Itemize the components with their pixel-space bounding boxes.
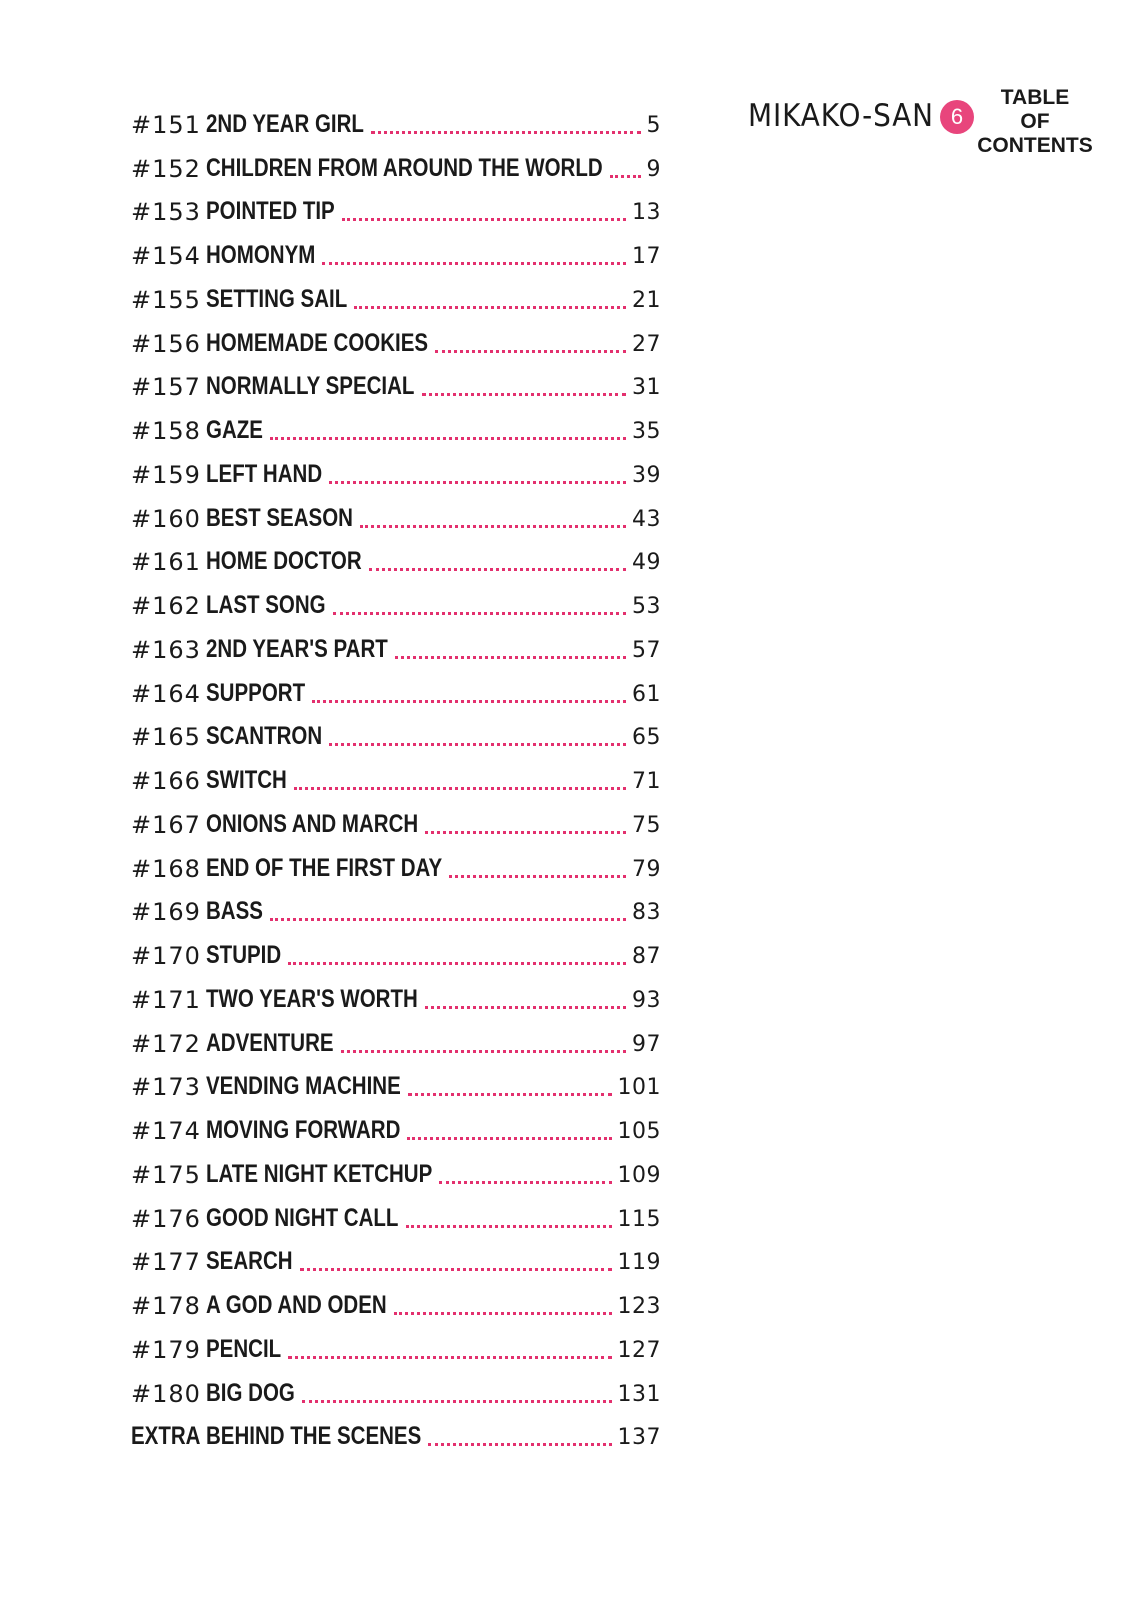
dot-leader [425, 831, 626, 834]
chapter-title: ONIONS AND MARCH [206, 809, 419, 838]
chapter-number: #162 [131, 592, 201, 620]
chapter-number: #173 [131, 1073, 201, 1102]
toc-entry [131, 533, 661, 577]
chapter-title-wrap [206, 418, 270, 445]
toc-heading [975, 86, 1095, 158]
chapter-number: #170 [131, 942, 201, 970]
toc-heading-line: OF [1020, 110, 1050, 133]
toc-entry [131, 489, 661, 533]
page-number: 17 [632, 244, 661, 269]
toc-entry [131, 1320, 661, 1364]
dot-leader [407, 1137, 612, 1140]
dot-leader [341, 1050, 626, 1053]
chapter-title-wrap [206, 549, 369, 576]
chapter-title-wrap [206, 1378, 302, 1408]
chapter-title-wrap [206, 768, 294, 795]
chapter-title: 2ND YEAR GIRL [206, 109, 364, 138]
chapter-number: #176 [131, 1204, 201, 1233]
chapter-title-wrap [206, 1159, 439, 1189]
chapter-number: #168 [131, 854, 201, 883]
chapter-title: SCANTRON [206, 722, 323, 751]
chapter-number: #178 [131, 1292, 201, 1320]
page-number: 109 [617, 1162, 661, 1188]
chapter-title: VENDING MACHINE [206, 1072, 401, 1101]
chapter-number: #174 [131, 1117, 201, 1145]
page-number: 21 [632, 287, 661, 313]
page-number: 101 [617, 1075, 661, 1101]
chapter-title-wrap [206, 1424, 428, 1451]
chapter-title: A GOD AND ODEN [206, 1291, 387, 1319]
dot-leader [360, 525, 626, 528]
chapter-title: PENCIL [206, 1334, 282, 1363]
toc-entry [131, 358, 661, 402]
page-number: 127 [617, 1337, 661, 1363]
chapter-number: #155 [131, 285, 201, 314]
page-number: 35 [632, 419, 661, 444]
page-number: 39 [632, 462, 661, 488]
chapter-title-wrap [206, 853, 449, 883]
series-title: MIKAKO-SAN [748, 98, 934, 134]
page-number: 5 [646, 112, 661, 138]
toc-heading-line: CONTENTS [977, 134, 1093, 157]
toc-entry [131, 751, 661, 795]
chapter-number: #157 [131, 373, 201, 402]
toc-entry [131, 1364, 661, 1408]
volume-badge: 6 [940, 100, 974, 134]
chapter-title: POINTED TIP [206, 197, 335, 226]
chapter-number: #159 [131, 460, 201, 489]
chapter-title-wrap [206, 328, 435, 358]
toc-entry [131, 183, 661, 227]
toc-entry [131, 1189, 661, 1233]
toc-entry [131, 139, 661, 183]
toc-entry [131, 270, 661, 314]
table-of-contents-list [131, 95, 661, 1451]
chapter-title: LATE NIGHT KETCHUP [206, 1159, 433, 1188]
chapter-title-wrap [206, 243, 322, 270]
chapter-title-wrap [206, 153, 610, 183]
dot-leader [300, 1268, 612, 1271]
dot-leader [329, 743, 626, 746]
chapter-title: LAST SONG [206, 591, 326, 619]
chapter-title-wrap [206, 724, 329, 751]
chapter-title: BASS [206, 897, 263, 926]
page-number: 9 [646, 156, 661, 182]
chapter-title-wrap [206, 1203, 406, 1233]
toc-entry [131, 314, 661, 358]
toc-entry [131, 1058, 661, 1102]
chapter-title-wrap [206, 1118, 407, 1145]
dot-leader [406, 1225, 612, 1228]
chapter-title-wrap [206, 1249, 300, 1276]
chapter-title: GOOD NIGHT CALL [206, 1203, 399, 1232]
dot-leader [422, 393, 626, 396]
dot-leader [439, 1181, 612, 1184]
dot-leader [302, 1400, 612, 1403]
chapter-title: SEARCH [206, 1247, 293, 1276]
dot-leader [342, 218, 626, 221]
page-number: 49 [632, 550, 661, 576]
chapter-title: END OF THE FIRST DAY [206, 853, 443, 882]
chapter-title-wrap [206, 1334, 288, 1364]
dot-leader [369, 568, 626, 571]
dot-leader [428, 1443, 612, 1446]
page-number: 97 [632, 1031, 661, 1057]
toc-entry [131, 1408, 661, 1452]
toc-entry [131, 664, 661, 708]
dot-leader [394, 1312, 612, 1315]
page-number: 115 [617, 1206, 661, 1232]
chapter-title-wrap [206, 1028, 341, 1058]
series-brand [748, 98, 964, 134]
page-number: 61 [632, 681, 661, 707]
page-number: 65 [632, 725, 661, 751]
chapter-title: CHILDREN FROM AROUND THE WORLD [206, 153, 603, 182]
chapter-title: LEFT HAND [206, 459, 323, 488]
chapter-number: #161 [131, 548, 201, 577]
chapter-title-wrap [206, 1293, 394, 1320]
page-number: 131 [617, 1381, 661, 1407]
chapter-title-wrap [206, 809, 425, 839]
chapter-number: EXTRA [131, 1422, 201, 1451]
page-number: 53 [632, 594, 661, 619]
dot-leader [270, 437, 626, 440]
chapter-title-wrap [206, 634, 395, 664]
chapter-title: 2ND YEAR'S PART [206, 634, 388, 663]
page-number: 31 [632, 375, 661, 401]
toc-entry [131, 576, 661, 620]
chapter-title: TWO YEAR'S WORTH [206, 984, 418, 1013]
chapter-title-wrap [206, 593, 333, 620]
page-number: 83 [632, 900, 661, 926]
chapter-title-wrap [206, 984, 425, 1014]
toc-entry [131, 226, 661, 270]
page-number: 57 [632, 637, 661, 663]
chapter-title-wrap [206, 374, 422, 401]
dot-leader [425, 1006, 626, 1009]
chapter-number: #165 [131, 723, 201, 752]
page-number: 71 [632, 769, 661, 794]
page-number: 87 [632, 944, 661, 969]
dot-leader [435, 350, 626, 353]
chapter-number: #160 [131, 504, 201, 533]
dot-leader [294, 787, 626, 790]
chapter-title: GAZE [206, 416, 263, 444]
toc-entry [131, 970, 661, 1014]
chapter-title: SUPPORT [206, 678, 306, 707]
chapter-number: #180 [131, 1379, 201, 1408]
toc-entry [131, 401, 661, 445]
chapter-number: #171 [131, 985, 201, 1014]
chapter-title-wrap [206, 199, 342, 226]
dot-leader [354, 306, 626, 309]
toc-entry [131, 708, 661, 752]
page-number: 27 [632, 331, 661, 357]
page-number: 75 [632, 812, 661, 838]
toc-entry [131, 1014, 661, 1058]
chapter-title: MOVING FORWARD [206, 1116, 401, 1144]
page-number: 105 [617, 1119, 661, 1144]
chapter-number: #175 [131, 1160, 201, 1189]
dot-leader [408, 1093, 612, 1096]
chapter-title: SETTING SAIL [206, 284, 348, 313]
chapter-title-wrap [206, 459, 329, 489]
dot-leader [333, 612, 626, 615]
chapter-number: #154 [131, 242, 201, 270]
page-number: 13 [632, 200, 661, 226]
page-number: 79 [632, 856, 661, 882]
dot-leader [312, 700, 626, 703]
chapter-number: #158 [131, 417, 201, 445]
page-number: 119 [617, 1250, 661, 1276]
dot-leader [288, 962, 626, 965]
toc-entry [131, 95, 661, 139]
dot-leader [395, 656, 626, 659]
toc-entry [131, 1233, 661, 1277]
toc-heading-line: TABLE [1000, 86, 1070, 109]
chapter-number: #179 [131, 1335, 201, 1364]
chapter-number: #152 [131, 154, 201, 183]
dot-leader [322, 262, 626, 265]
page-number: 93 [632, 987, 661, 1013]
chapter-number: #151 [131, 110, 201, 139]
chapter-title: HOMEMADE COOKIES [206, 328, 429, 357]
chapter-title-wrap [206, 678, 312, 708]
chapter-number: #163 [131, 635, 201, 664]
chapter-number: #156 [131, 329, 201, 358]
dot-leader [449, 875, 626, 878]
chapter-title: HOME DOCTOR [206, 547, 362, 576]
page-number: 43 [632, 506, 661, 532]
chapter-title: ADVENTURE [206, 1028, 334, 1057]
chapter-title-wrap [206, 109, 371, 139]
dot-leader [288, 1356, 612, 1359]
chapter-number: #153 [131, 198, 201, 227]
dot-leader [329, 481, 626, 484]
chapter-title-wrap [206, 284, 354, 314]
chapter-title: SWITCH [206, 766, 287, 794]
chapter-number: #172 [131, 1029, 201, 1058]
chapter-title: STUPID [206, 941, 282, 969]
chapter-title-wrap [206, 943, 288, 970]
chapter-title-wrap [206, 1074, 408, 1101]
chapter-number: #164 [131, 679, 201, 708]
chapter-number: #177 [131, 1248, 201, 1277]
toc-entry [131, 883, 661, 927]
dot-leader [270, 918, 626, 921]
toc-entry [131, 445, 661, 489]
chapter-title-wrap [206, 503, 360, 533]
toc-entry [131, 1276, 661, 1320]
chapter-number: #169 [131, 898, 201, 927]
dot-leader [610, 175, 641, 178]
page-number: 137 [617, 1425, 661, 1451]
chapter-title: BEHIND THE SCENES [206, 1422, 422, 1451]
chapter-title: BIG DOG [206, 1378, 295, 1407]
dot-leader [371, 131, 641, 134]
chapter-title: BEST SEASON [206, 503, 353, 532]
chapter-number: #167 [131, 810, 201, 839]
toc-entry [131, 926, 661, 970]
toc-entry [131, 1145, 661, 1189]
toc-entry [131, 620, 661, 664]
toc-entry [131, 795, 661, 839]
chapter-title-wrap [206, 899, 270, 926]
chapter-title: NORMALLY SPECIAL [206, 372, 415, 401]
chapter-number: #166 [131, 767, 201, 795]
chapter-title: HOMONYM [206, 241, 316, 269]
toc-entry [131, 1101, 661, 1145]
page-number: 123 [617, 1294, 661, 1319]
toc-entry [131, 839, 661, 883]
